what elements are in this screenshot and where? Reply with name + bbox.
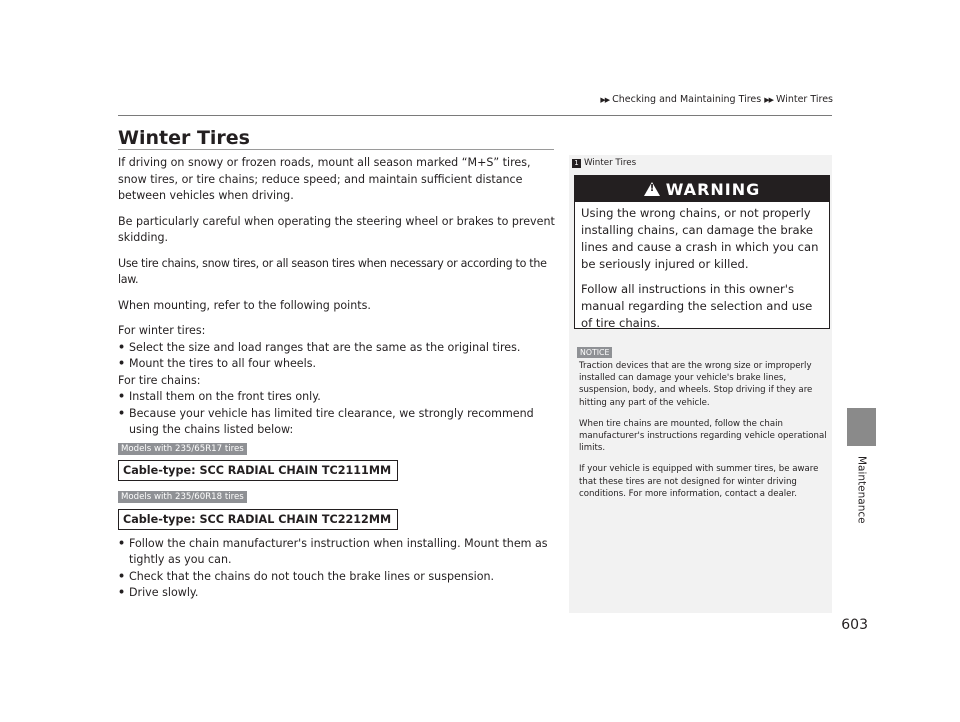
warning-triangle-icon xyxy=(644,182,660,196)
bullet-icon: • xyxy=(118,390,126,403)
cable-type-18: Cable-type: SCC RADIAL CHAIN TC2212MM xyxy=(118,509,398,530)
bullet-icon: • xyxy=(118,586,126,599)
tire-chains-heading: For tire chains: xyxy=(118,373,201,387)
chapter-label-text: Maintenance xyxy=(855,456,868,524)
warning-text-1: Using the wrong chains, or not properly installing chains, can damage the brake lines and cause a crash in which you can be seriously injured or killed. xyxy=(581,206,819,271)
note-title: Winter Tires xyxy=(584,158,637,168)
main-content xyxy=(118,155,558,602)
caution-paragraph: Be particularly careful when operating the steering wheel or brakes to prevent skidding. xyxy=(118,214,555,244)
warning-box xyxy=(574,175,830,329)
model-label-17: Models with 235/65R17 tires xyxy=(118,443,247,455)
chapter-tab[interactable] xyxy=(847,408,876,446)
double-arrow-icon: ▶▶ xyxy=(600,95,610,104)
double-arrow-icon: ▶▶ xyxy=(764,95,774,104)
bullet-icon: • xyxy=(118,340,126,354)
breadcrumb-part-1[interactable]: Checking and Maintaining Tires xyxy=(612,94,762,105)
chapter-label xyxy=(847,446,876,536)
warning-text-2: Follow all instructions in this owner's manual regarding the selection and use of tire chains. xyxy=(581,282,813,330)
law-paragraph: Use tire chains, snow tires, or all season tires when necessary or according to the law. xyxy=(118,256,547,286)
list-item: • Check that the chains do not touch the brake lines or suspension. xyxy=(118,569,558,586)
warning-header xyxy=(575,176,829,202)
list-item: • Install them on the front tires only. xyxy=(118,389,558,406)
intro-paragraph: If driving on snowy or frozen roads, mount all season marked “M+S” tires, snow tires, or tire chains; reduce speed; and maintain sufficient distance between vehicles when driving. xyxy=(118,156,531,202)
cable-type-17: Cable-type: SCC RADIAL CHAIN TC2111MM xyxy=(118,460,398,481)
header-divider xyxy=(118,115,832,116)
breadcrumb-part-2[interactable]: Winter Tires xyxy=(776,94,833,105)
list-item: • Follow the chain manufacturer's instruction when installing. Mount them as tightly as you can. xyxy=(118,536,558,569)
list-item: • Drive slowly. xyxy=(118,585,558,602)
bullet-icon: • xyxy=(118,569,126,583)
warning-body xyxy=(575,202,829,332)
list-item: • Because your vehicle has limited tire clearance, we strongly recommend using the chains listed below: xyxy=(118,406,558,439)
summer-tires-note: If your vehicle is equipped with summer tires, be aware that these tires are not designed for winter driving conditions. For more information, contact a dealer. xyxy=(579,464,819,499)
mounting-paragraph: When mounting, refer to the following points. xyxy=(118,298,371,312)
title-divider xyxy=(118,149,554,150)
page-number: 603 xyxy=(841,617,868,633)
list-item: • Select the size and load ranges that are the same as the original tires. xyxy=(118,340,558,357)
bullet-icon: • xyxy=(118,536,126,550)
breadcrumb xyxy=(600,94,833,105)
bullet-icon: • xyxy=(118,357,126,370)
bullet-icon: • xyxy=(118,406,126,420)
side-notes xyxy=(579,360,829,509)
note-number-icon: 1 xyxy=(572,159,581,168)
winter-tires-heading: For winter tires: xyxy=(118,324,206,337)
note-heading xyxy=(572,158,636,168)
list-item: • Mount the tires to all four wheels. xyxy=(118,356,558,373)
model-label-18: Models with 235/60R18 tires xyxy=(118,491,247,503)
notice-badge: NOTICE xyxy=(577,347,612,358)
chain-limits-note: When tire chains are mounted, follow the chain manufacturer's instructions regarding vehicle operational limits. xyxy=(579,418,827,454)
warning-title: WARNING xyxy=(665,179,761,199)
notice-text: Traction devices that are the wrong size or improperly installed can damage your vehicle's brake lines, suspension, body, and wheels. Stop driving if they are hitting any part of the vehicle. xyxy=(579,361,813,408)
section-title: Winter Tires xyxy=(118,127,250,149)
